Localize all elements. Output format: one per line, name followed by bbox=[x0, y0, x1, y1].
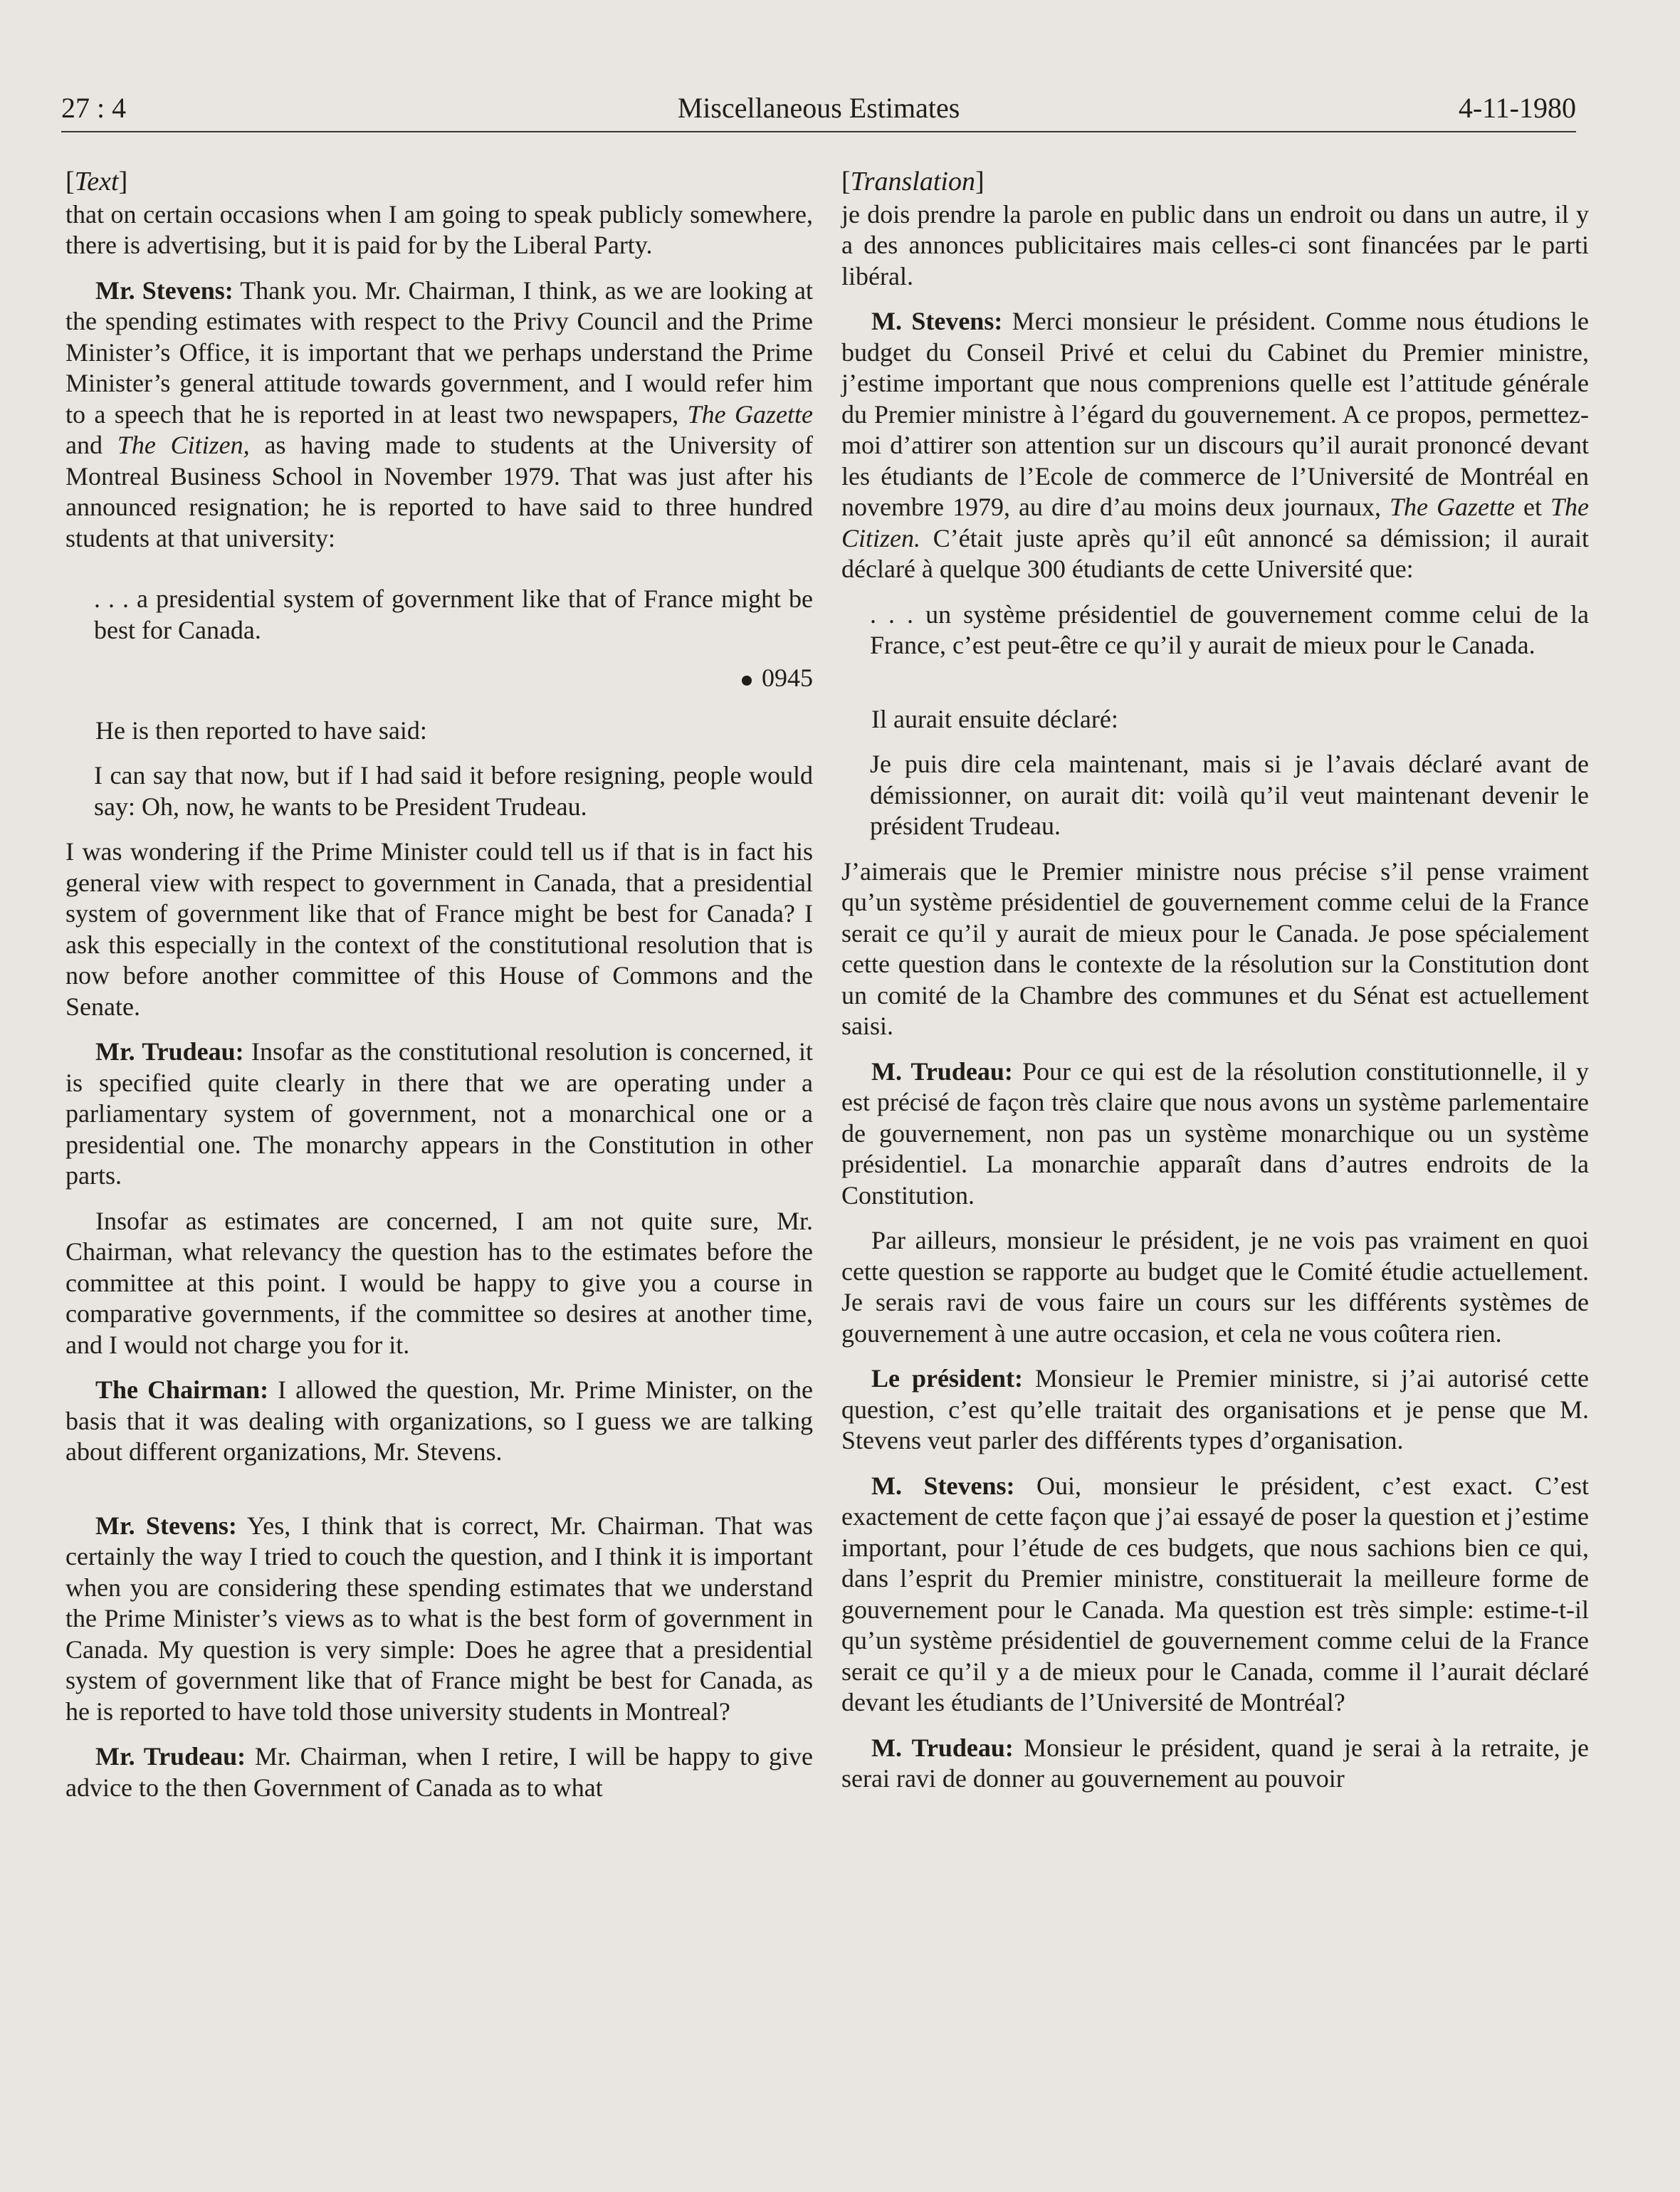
paragraph-text: Il aurait ensuite déclaré: bbox=[871, 704, 1118, 733]
publication-name: The Citizen. bbox=[841, 493, 1590, 552]
page-number: 27 : 4 bbox=[61, 92, 127, 124]
paragraph bbox=[65, 837, 813, 1022]
time-marker-label: 0945 bbox=[762, 664, 813, 692]
paragraph bbox=[841, 856, 1589, 1042]
quotation-text: Je puis dire cela maintenant, mais si je l’avais déclaré avant de démissionner, on aurait dit: voilà qu’il veut maintenant devenir le président Trudeau. bbox=[870, 750, 1589, 840]
paragraph-text: Insofar as estimates are concerned, I am not quite sure, Mr. Chairman, what relevancy the question has to the estimates before the committee at this point. I would be happy to give you a course in comparative governments, if the committee so desires at another time, and I would not charge you for it. bbox=[65, 1206, 813, 1359]
paragraph bbox=[65, 1037, 813, 1192]
quotation bbox=[94, 584, 813, 646]
header-date: 4-11-1980 bbox=[1458, 92, 1576, 124]
quotation bbox=[870, 599, 1589, 661]
french-column bbox=[841, 167, 1589, 1809]
running-header bbox=[61, 91, 1576, 132]
speaker-name: Mr. Stevens: bbox=[95, 1511, 237, 1540]
text-heading: [Text] bbox=[65, 167, 128, 196]
journal-title: Miscellaneous Estimates bbox=[677, 92, 960, 124]
paragraph bbox=[841, 199, 1589, 293]
paragraph bbox=[65, 1375, 813, 1468]
publication-name: The Gazette bbox=[1389, 493, 1515, 521]
paragraph-text: that on certain occasions when I am going to speak publicly somewhere, there is advertising, but it is paid for by the Liberal Party. bbox=[65, 199, 813, 259]
speaker-name: M. Trudeau: bbox=[871, 1056, 1013, 1086]
speaker-name: M. Trudeau: bbox=[871, 1733, 1014, 1762]
paragraph bbox=[65, 715, 813, 747]
paragraph-text: Insofar as the constitutional resolution is concerned, it is specified quite clearly in there that we are operating under a parliamentary system of government, not a monarchical one or a presidential one. The monarchy appears in the Constitution in other parts. bbox=[65, 1037, 813, 1190]
speaker-name: Mr. Trudeau: bbox=[95, 1037, 244, 1066]
paragraph bbox=[65, 1511, 813, 1728]
paragraph-text: Monsieur le président, quand je serai à la retraite, je serai ravi de donner au gouvernement au pouvoir bbox=[841, 1733, 1589, 1793]
speaker-name: Le président: bbox=[871, 1364, 1024, 1393]
publication-name: The Citizen, bbox=[117, 431, 250, 459]
paragraph bbox=[841, 1363, 1589, 1457]
time-marker bbox=[65, 663, 813, 694]
speaker-name: The Chairman: bbox=[95, 1375, 269, 1404]
paragraph bbox=[65, 1741, 813, 1803]
paragraph-text: et bbox=[1514, 493, 1551, 521]
publication-name: The Gazette bbox=[687, 399, 814, 429]
english-column bbox=[65, 167, 813, 1818]
bullet-icon bbox=[742, 676, 752, 686]
paragraph bbox=[841, 306, 1589, 585]
speaker-name: M. Stevens: bbox=[871, 307, 1003, 335]
paragraph-text: Monsieur le Premier ministre, si j’ai autorisé cette question, c’est qu’elle traitait des organisations et je pense que M. Stevens veut parler des différents types d’organisation. bbox=[841, 1364, 1590, 1454]
quotation bbox=[870, 749, 1589, 842]
paragraph-text: and bbox=[65, 431, 117, 459]
speaker-name: Mr. Trudeau: bbox=[95, 1742, 246, 1771]
translation-heading-label: Translation bbox=[850, 167, 975, 196]
translation-heading: [Translation] bbox=[841, 167, 985, 196]
paragraph-text: He is then reported to have said: bbox=[95, 715, 427, 745]
paragraph-text: Oui, monsieur le président, c’est exact. C’est exactement de cette façon que j’ai essayé de poser la question et j’estime important, pour l’étude de ces budgets, que nous sachions bien ce qui, dans l’esprit du Premier ministre, constituerait la meilleure forme de gouvernement pour le Canada. Ma question est très simple: estime-t-il qu’un système présidentiel de gouvernement comme celui de la France serait ce qu’il y a de mieux pour le Canada, comme il l’aurait déclaré devant les étudiants de l’Université de Montréal? bbox=[841, 1471, 1589, 1716]
paragraph-text: C’était juste après qu’il eût annoncé sa démission; il aurait déclaré à quelque 300 étudiants de cette Université que: bbox=[841, 523, 1589, 583]
quotation-text: . . . un système présidentiel de gouvernement comme celui de la France, c’est peut-être ce qu’il y aurait de mieux pour le Canada. bbox=[870, 599, 1589, 659]
paragraph-text: Merci monsieur le président. Comme nous étudions le budget du Conseil Privé et celui du Cabinet du Premier ministre, j’estime important que nous comprenions quelle est l’attitude générale du Premier ministre à l’égard du gouvernement. A ce propos, permettez-moi d’attirer son attention sur un discours qu’il aurait prononcé devant les étudiants de l’Ecole de commerce de l’Université de Montréal en novembre 1979, au dire d’au moins deux journaux, bbox=[841, 307, 1590, 521]
quotation bbox=[94, 760, 813, 822]
paragraph bbox=[841, 1471, 1589, 1719]
paragraph-text: Pour ce qui est de la résolution constitutionnelle, il y est précisé de façon très claire que nous avons un système parlementaire de gouvernement, non pas un système monarchique ou un système présidentiel. La monarchie apparaît dans d’autres endroits de la Constitution. bbox=[841, 1056, 1589, 1210]
paragraph-text: Yes, I think that is correct, Mr. Chairman. That was certainly the way I tried to couch the question, and I think it is important when you are considering these spending estimates that we understand the Prime Minister’s views as to what is the best form of government in Canada. My question is very simple: Does he agree that a presidential system of government like that of France might be best for Canada, as he is reported to have told those university students in Montreal? bbox=[65, 1511, 814, 1726]
paragraph bbox=[841, 1056, 1589, 1212]
quotation-text: I can say that now, but if I had said it before resigning, people would say: Oh, now, he wants to be President Trudeau. bbox=[94, 761, 813, 821]
paragraph bbox=[841, 1225, 1589, 1349]
paragraph-text: J’aimerais que le Premier ministre nous précise s’il pense vraiment qu’un système présidentiel de gouvernement comme celui de la France serait ce qu’il y aurait de mieux pour le Canada. Je pose spécialement cette question dans le contexte de la résolution sur la Constitution dont un comité de la Chambre des communes et du Sénat est actuellement saisi. bbox=[841, 856, 1589, 1040]
paragraph-text: as having made to students at the University of Montreal Business School in November 1979. That was just after his announced resignation; he is reported to have said to three hundred students at that university: bbox=[65, 431, 813, 552]
paragraph-text: I was wondering if the Prime Minister could tell us if that is in fact his general view with respect to government in Canada, that a presidential system of government like that of France might be best for Canada? I ask this especially in the context of the constitutional resolution that is now before another committee of this House of Commons and the Senate. bbox=[65, 837, 813, 1021]
paragraph-text: I allowed the question, Mr. Prime Minister, on the basis that it was dealing with organizations, so I guess we are talking about different organizations, Mr. Stevens. bbox=[65, 1375, 813, 1466]
paragraph bbox=[65, 1206, 813, 1361]
text-heading-label: Text bbox=[74, 167, 119, 196]
paragraph bbox=[841, 704, 1589, 735]
paragraph-text: je dois prendre la parole en public dans un endroit ou dans un autre, il y a des annonces publicitaires mais celles-ci sont financées par le parti libéral. bbox=[841, 199, 1589, 290]
speaker-name: Mr. Stevens: bbox=[95, 276, 233, 305]
paragraph-text: Thank you. Mr. Chairman, I think, as we are looking at the spending estimates with respect to the Privy Council and the Prime Minister’s Office, it is important that we perhaps understand the Prime Minister’s general attitude towards government, and I would refer him to a speech that he is reported in at least two newspapers, bbox=[65, 276, 814, 429]
paragraph bbox=[65, 276, 813, 555]
speaker-name: M. Stevens: bbox=[871, 1471, 1015, 1500]
paragraph-text: Par ailleurs, monsieur le président, je ne vois pas vraiment en quoi cette question se rapporte au budget que le Comité étudie actuellement. Je serais ravi de vous faire un cours sur les différents systèmes de gouvernement à une autre occasion, et cela ne vous coûtera rien. bbox=[841, 1226, 1589, 1348]
paragraph-text: Mr. Chairman, when I retire, I will be happy to give advice to the then Government of Canada as to what bbox=[65, 1742, 813, 1802]
quotation-text: . . . a presidential system of government like that of France might be best for Canada. bbox=[94, 584, 813, 644]
paragraph bbox=[65, 199, 813, 261]
paragraph bbox=[841, 1733, 1589, 1795]
